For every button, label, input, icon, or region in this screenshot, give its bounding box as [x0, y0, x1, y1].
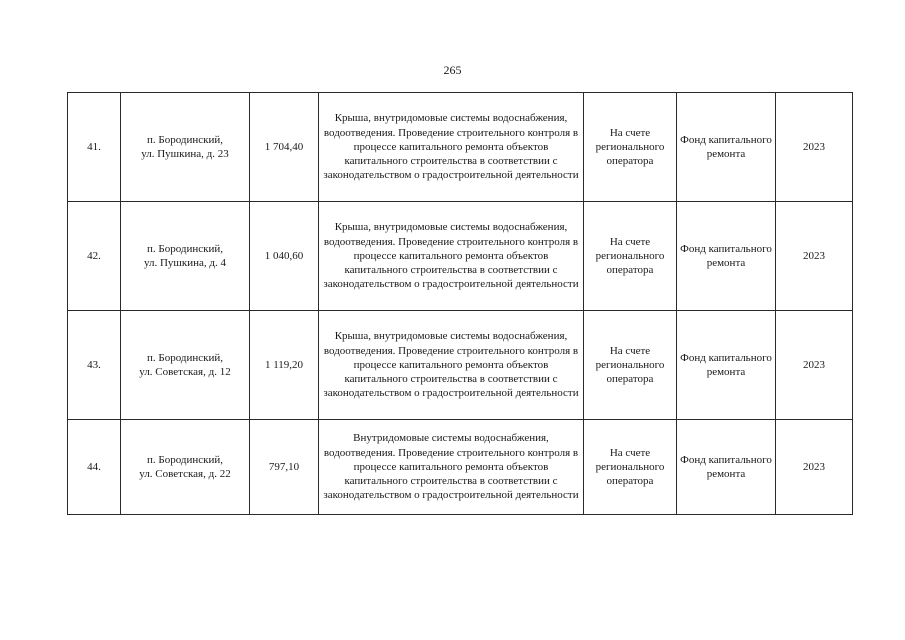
address-street: ул. Пушкина, д. 23 — [141, 148, 229, 160]
account-cell: На счете регионального оператора — [584, 93, 677, 202]
address-cell — [121, 420, 250, 515]
funding-source-cell: Фонд капитального ремонта — [677, 311, 776, 420]
works-cell: Крыша, внутридомовые системы водоснабжения, водоотведения. Проведение строительного контроля в процессе капитального ремонта объектов капитального строительства в соответствии с законодательством о градостроительной деятельности — [319, 311, 584, 420]
address-locality: п. Бородинский, — [146, 453, 223, 466]
row-number-cell: 43. — [68, 311, 121, 420]
cost-cell: 1 040,60 — [250, 202, 319, 311]
year-cell: 2023 — [776, 93, 853, 202]
works-cell: Внутридомовые системы водоснабжения, водоотведения. Проведение строительного контроля в процессе капитального ремонта объектов капитального строительства в соответствии с законодательством о градостроительной деятельности — [319, 420, 584, 515]
address-cell — [121, 93, 250, 202]
table-row — [68, 202, 853, 311]
works-cell: Крыша, внутридомовые системы водоснабжения, водоотведения. Проведение строительного контроля в процессе капитального ремонта объектов капитального строительства в соответствии с законодательством о градостроительной деятельности — [319, 93, 584, 202]
row-number-cell: 44. — [68, 420, 121, 515]
funding-source-cell: Фонд капитального ремонта — [677, 420, 776, 515]
account-cell: На счете регионального оператора — [584, 202, 677, 311]
table-row — [68, 311, 853, 420]
funding-source-cell: Фонд капитального ремонта — [677, 93, 776, 202]
account-cell: На счете регионального оператора — [584, 311, 677, 420]
table-row — [68, 420, 853, 515]
address-cell — [121, 202, 250, 311]
funding-source-cell: Фонд капитального ремонта — [677, 202, 776, 311]
year-cell: 2023 — [776, 202, 853, 311]
table-row — [68, 93, 853, 202]
address-locality: п. Бородинский, — [146, 351, 223, 364]
account-cell: На счете регионального оператора — [584, 420, 677, 515]
address-street: ул. Советская, д. 22 — [139, 468, 231, 480]
address-locality: п. Бородинский, — [146, 242, 223, 255]
row-number-cell: 42. — [68, 202, 121, 311]
address-cell — [121, 311, 250, 420]
year-cell: 2023 — [776, 311, 853, 420]
row-number-cell: 41. — [68, 93, 121, 202]
cost-cell: 1 119,20 — [250, 311, 319, 420]
address-locality: п. Бородинский, — [146, 133, 223, 146]
year-cell: 2023 — [776, 420, 853, 515]
capital-repair-table — [67, 92, 853, 515]
page-number: 265 — [443, 63, 462, 77]
address-street: ул. Советская, д. 12 — [139, 366, 231, 378]
works-cell: Крыша, внутридомовые системы водоснабжения, водоотведения. Проведение строительного контроля в процессе капитального ремонта объектов капитального строительства в соответствии с законодательством о градостроительной деятельности — [319, 202, 584, 311]
cost-cell: 1 704,40 — [250, 93, 319, 202]
cost-cell: 797,10 — [250, 420, 319, 515]
address-street: ул. Пушкина, д. 4 — [143, 257, 227, 269]
